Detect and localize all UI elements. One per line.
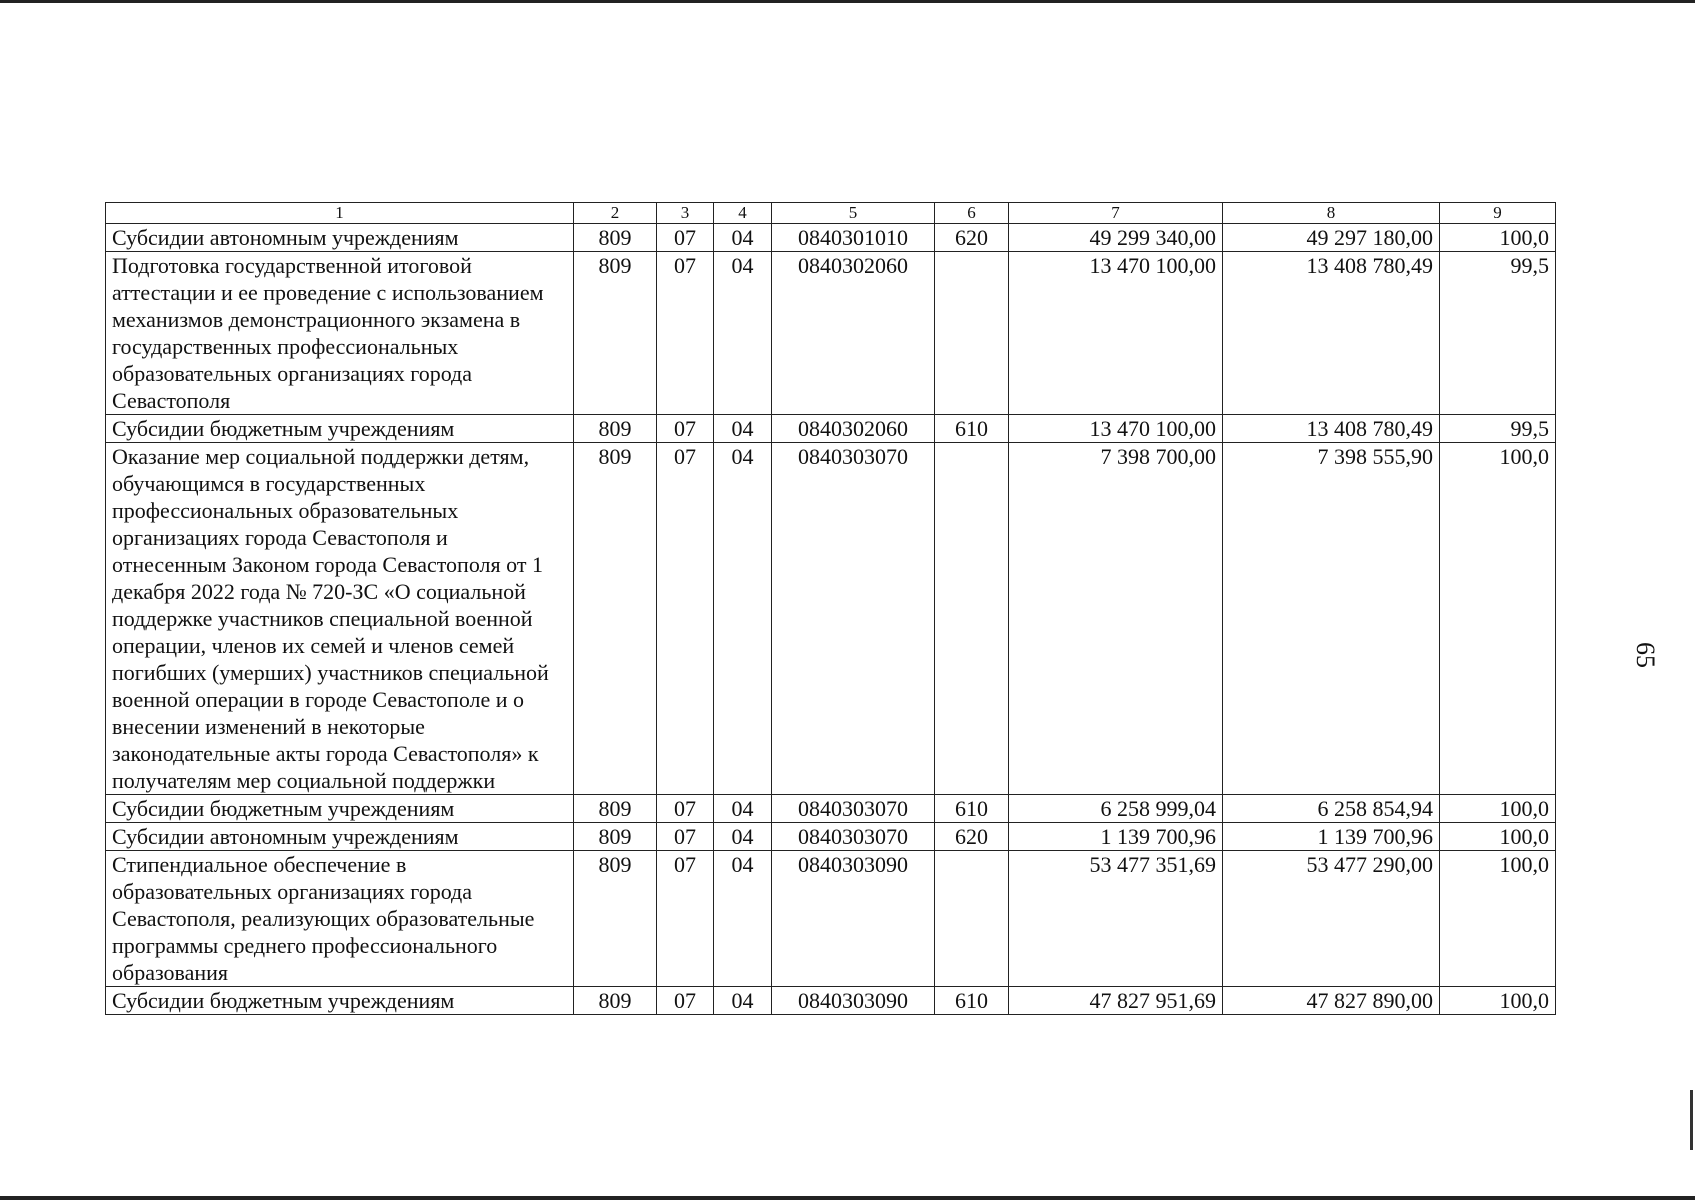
cell-name: Подготовка государственной итоговой аттестации и ее проведение с использованием механизмов демонстрационного экзамена в государственных профессиональных образовательных организациях города Севастополя	[106, 252, 574, 415]
cell-subsection: 04	[714, 252, 772, 415]
cell-subsection: 04	[714, 415, 772, 443]
cell-execution-percent: 100,0	[1440, 224, 1556, 252]
cell-admin-code: 809	[574, 823, 657, 851]
page-number: 65	[1631, 642, 1660, 668]
cell-executed-amount: 13 408 780,49	[1223, 415, 1440, 443]
cell-subsection: 04	[714, 443, 772, 795]
header-col-4: 4	[714, 203, 772, 224]
header-col-8: 8	[1223, 203, 1440, 224]
cell-approved-amount: 47 827 951,69	[1009, 987, 1223, 1015]
cell-name: Субсидии автономным учреждениям	[106, 823, 574, 851]
cell-expense-type: 610	[935, 987, 1009, 1015]
cell-approved-amount: 13 470 100,00	[1009, 415, 1223, 443]
cell-section: 07	[657, 224, 714, 252]
cell-target-article: 0840302060	[772, 415, 935, 443]
table-header-row	[106, 203, 1556, 224]
cell-name: Оказание мер социальной поддержки детям, обучающимся в государственных профессиональных образовательных организациях города Севастополя и отнесенным Законом города Севастополя от 1 декабря 2022 года № 720-ЗС «О социальной поддержке участников специальной военной операции, членов их семей и членов семей погибших (умерших) участников специальной военной операции в городе Севастополе и о внесении изменений в некоторые законодательные акты города Севастополя» к получателям мер социальной поддержки	[106, 443, 574, 795]
cell-name: Субсидии бюджетным учреждениям	[106, 415, 574, 443]
scan-top-border	[0, 0, 1695, 3]
header-col-3: 3	[657, 203, 714, 224]
cell-execution-percent: 100,0	[1440, 851, 1556, 987]
cell-subsection: 04	[714, 851, 772, 987]
table-row	[106, 823, 1556, 851]
cell-admin-code: 809	[574, 795, 657, 823]
cell-approved-amount: 1 139 700,96	[1009, 823, 1223, 851]
cell-admin-code: 809	[574, 415, 657, 443]
cell-admin-code: 809	[574, 224, 657, 252]
cell-target-article: 0840301010	[772, 224, 935, 252]
cell-section: 07	[657, 415, 714, 443]
table-row	[106, 851, 1556, 987]
header-col-9: 9	[1440, 203, 1556, 224]
table-body	[106, 224, 1556, 1015]
cell-section: 07	[657, 252, 714, 415]
cell-executed-amount: 1 139 700,96	[1223, 823, 1440, 851]
table-row	[106, 443, 1556, 795]
cell-expense-type: 610	[935, 795, 1009, 823]
cell-section: 07	[657, 795, 714, 823]
scan-bottom-border	[0, 1196, 1695, 1200]
cell-section: 07	[657, 987, 714, 1015]
cell-execution-percent: 100,0	[1440, 823, 1556, 851]
cell-execution-percent: 99,5	[1440, 415, 1556, 443]
cell-expense-type: 610	[935, 415, 1009, 443]
cell-expense-type	[935, 252, 1009, 415]
cell-approved-amount: 6 258 999,04	[1009, 795, 1223, 823]
table-row	[106, 252, 1556, 415]
cell-name: Субсидии автономным учреждениям	[106, 224, 574, 252]
cell-approved-amount: 53 477 351,69	[1009, 851, 1223, 987]
table-row	[106, 224, 1556, 252]
cell-expense-type: 620	[935, 823, 1009, 851]
header-col-1: 1	[106, 203, 574, 224]
cell-expense-type: 620	[935, 224, 1009, 252]
header-col-5: 5	[772, 203, 935, 224]
cell-target-article: 0840303070	[772, 443, 935, 795]
cell-execution-percent: 100,0	[1440, 443, 1556, 795]
cell-subsection: 04	[714, 987, 772, 1015]
budget-table	[105, 202, 1556, 1015]
table-row	[106, 415, 1556, 443]
cell-target-article: 0840302060	[772, 252, 935, 415]
cell-approved-amount: 13 470 100,00	[1009, 252, 1223, 415]
header-col-6: 6	[935, 203, 1009, 224]
cell-target-article: 0840303090	[772, 987, 935, 1015]
cell-name: Субсидии бюджетным учреждениям	[106, 987, 574, 1015]
cell-executed-amount: 53 477 290,00	[1223, 851, 1440, 987]
cell-expense-type	[935, 443, 1009, 795]
table-row	[106, 795, 1556, 823]
cell-expense-type	[935, 851, 1009, 987]
cell-admin-code: 809	[574, 252, 657, 415]
cell-section: 07	[657, 851, 714, 987]
cell-subsection: 04	[714, 224, 772, 252]
cell-admin-code: 809	[574, 987, 657, 1015]
cell-execution-percent: 100,0	[1440, 795, 1556, 823]
cell-target-article: 0840303070	[772, 823, 935, 851]
table-row	[106, 987, 1556, 1015]
cell-target-article: 0840303090	[772, 851, 935, 987]
cell-execution-percent: 99,5	[1440, 252, 1556, 415]
cell-section: 07	[657, 443, 714, 795]
cell-name: Стипендиальное обеспечение в образовательных организациях города Севастополя, реализующих образовательные программы среднего профессионального образования	[106, 851, 574, 987]
cell-target-article: 0840303070	[772, 795, 935, 823]
cell-subsection: 04	[714, 823, 772, 851]
header-col-2: 2	[574, 203, 657, 224]
cell-executed-amount: 6 258 854,94	[1223, 795, 1440, 823]
cell-subsection: 04	[714, 795, 772, 823]
cell-approved-amount: 7 398 700,00	[1009, 443, 1223, 795]
cell-execution-percent: 100,0	[1440, 987, 1556, 1015]
cell-executed-amount: 49 297 180,00	[1223, 224, 1440, 252]
cell-name: Субсидии бюджетным учреждениям	[106, 795, 574, 823]
cell-admin-code: 809	[574, 443, 657, 795]
cell-executed-amount: 47 827 890,00	[1223, 987, 1440, 1015]
cell-executed-amount: 7 398 555,90	[1223, 443, 1440, 795]
cell-section: 07	[657, 823, 714, 851]
cell-admin-code: 809	[574, 851, 657, 987]
scan-margin-mark	[1690, 1090, 1693, 1150]
cell-executed-amount: 13 408 780,49	[1223, 252, 1440, 415]
header-col-7: 7	[1009, 203, 1223, 224]
cell-approved-amount: 49 299 340,00	[1009, 224, 1223, 252]
